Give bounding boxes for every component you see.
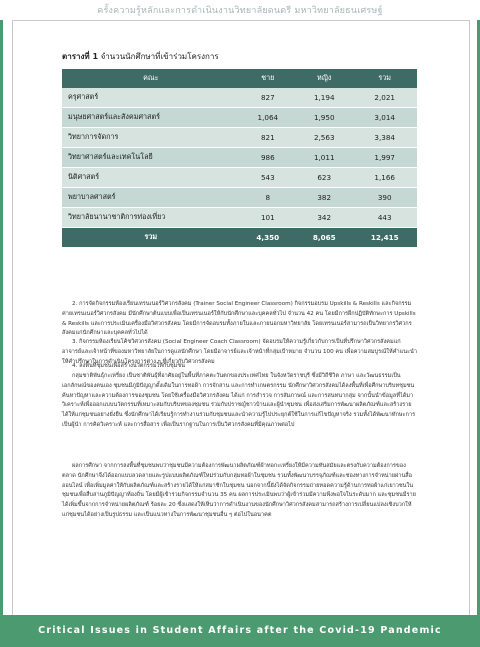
running-header: ครั้งความรู้หลักและการดำเนินงานวิทยาลัยดนตรี มหาวิทยาลัยธนเศรษฐ์: [97, 6, 383, 16]
cell-male: 1,064: [240, 108, 296, 128]
table-row: [62, 208, 417, 228]
total-male: 4,350: [240, 228, 296, 248]
header-female: หญิง: [296, 69, 352, 88]
footer-band: [0, 615, 480, 647]
table-row: [62, 108, 417, 128]
total-all: 12,415: [352, 228, 417, 248]
cell-male: 543: [240, 168, 296, 188]
paragraph-coach-classroom: 3. กิจกรรมห้องเรียนโค้ชวิศวกรสังคม (Social Engineer Coach Classroom) จัดอบรมให้ความรู้เกี่ยวกับการเป็นที่ปรึกษาวิศวกรสังคมแก่อาจารย์และเจ้าหน้าที่ของมหาวิทยาลัยในการดูแลนักศึกษา โดยมีอาจารย์และเจ้าหน้าที่กลุ่มเป้าหมาย จำนวน 100 คน เพื่อความสมบูรณ์ให้คำแนะนำ ให้คำปรึกษาในการดำเนินโครงการต่าง ๆ ที่เกี่ยวกับวิศวกรสังคม: [62, 339, 417, 365]
header-male: ชาย: [240, 69, 296, 88]
paragraph-community-heading: 4. ลงพื้นที่ชุมชนเพื่อสร้างนวัตกรรมให้กับชุมชน: [72, 363, 185, 369]
cell-male: 827: [240, 88, 296, 108]
cell-total: 390: [352, 188, 417, 208]
cell-female: 1,194: [296, 88, 352, 108]
cell-total: 443: [352, 208, 417, 228]
cell-male: 986: [240, 148, 296, 168]
cell-total: 2,021: [352, 88, 417, 108]
cell-female: 382: [296, 188, 352, 208]
cell-faculty: มนุษยศาสตร์และสังคมศาสตร์: [62, 108, 240, 128]
header-band: [0, 0, 480, 20]
cell-faculty: ครุศาสตร์: [62, 88, 240, 108]
cell-male: 821: [240, 128, 296, 148]
cell-male: 101: [240, 208, 296, 228]
cell-total: 1,997: [352, 148, 417, 168]
table-row: [62, 88, 417, 108]
table-row: [62, 148, 417, 168]
cell-faculty: วิทยาลัยนานาชาติการท่องเที่ยว: [62, 208, 240, 228]
header-total: รวม: [352, 69, 417, 88]
header-faculty: คณะ: [62, 69, 240, 88]
cell-faculty: วิทยาศาสตร์และเทคโนโลยี: [62, 148, 240, 168]
cell-faculty: พยาบาลศาสตร์: [62, 188, 240, 208]
paragraph-community-context: กลุ่มชาติพันธุ์กะเหรี่ยง เป็นชาติพันธุ์ที่อาศัยอยู่ในพื้นที่ภาคตะวันตกของประเทศไทย ในจังหวัดราชบุรี ซึ่งมีวิถีชีวิต ภาษา และวัฒนธรรมเป็นเอกลักษณ์ของตนเอง ชุมชนมีภูมิปัญญาดั้งเดิมในการทอผ้า การจักสาน และการทำเกษตรกรรม นักศึกษาวิศวกรสังคมได้ลงพื้นที่เพื่อศึกษาบริบทชุมชน ค้นหาปัญหาและความต้องการของชุมชน โดยใช้เครื่องมือวิศวกรสังคม ได้แก่ การสำรวจ การสัมภาษณ์ และการสนทนากลุ่ม จากนั้นนำข้อมูลที่ได้มาวิเคราะห์เพื่อออกแบบนวัตกรรมที่เหมาะสมกับบริบทของชุมชน ร่วมกับปราชญ์ชาวบ้านและผู้นำชุมชน เพื่อส่งเสริมการพัฒนาผลิตภัณฑ์และสร้างรายได้ให้แก่ชุมชนอย่างยั่งยืน ซึ่งนักศึกษาได้เรียนรู้การทำงานร่วมกับชุมชนและนำความรู้ไปประยุกต์ใช้ในการแก้ไขปัญหาจริง รวมทั้งได้พัฒนาทักษะการเป็นผู้นำ การคิดวิเคราะห์ และการสื่อสาร เพื่อเป็นรากฐานในการเป็นวิศวกรสังคมที่มีคุณภาพต่อไป: [62, 373, 416, 428]
table-caption: [62, 50, 219, 63]
paragraph-results: ผลการศึกษา จากการลงพื้นที่ชุมชนพบว่าชุมชนมีความต้องการพัฒนาผลิตภัณฑ์ผ้าทอกะเหรี่ยงให้มีความทันสมัยและตรงกับความต้องการของตลาด นักศึกษาจึงได้ออกแบบลวดลายและรูปแบบผลิตภัณฑ์ใหม่ร่วมกับกลุ่มทอผ้าในชุมชน รวมทั้งพัฒนาบรรจุภัณฑ์และช่องทางการจำหน่ายผ่านสื่อออนไลน์ เพื่อเพิ่มมูลค่าให้กับผลิตภัณฑ์และสร้างรายได้ให้แก่สมาชิกในชุมชน นอกจากนี้ยังได้จัดกิจกรรมถ่ายทอดความรู้ด้านการทอผ้าแก่เยาวชนในชุมชนเพื่อสืบสานภูมิปัญญาท้องถิ่น โดยมีผู้เข้าร่วมกิจกรรมจำนวน 35 คน ผลการประเมินพบว่าผู้เข้าร่วมมีความพึงพอใจในระดับมาก และชุมชนมีรายได้เพิ่มขึ้นจากการจำหน่ายผลิตภัณฑ์ ร้อยละ 20 ซึ่งแสดงให้เห็นว่าการดำเนินงานของนักศึกษาวิศวกรสังคมสามารถสร้างการเปลี่ยนแปลงเชิงบวกให้แก่ชุมชนได้อย่างเป็นรูปธรรม และเป็นแนวทางในการพัฒนาชุมชนอื่น ๆ ต่อไปในอนาคต: [62, 463, 416, 518]
cell-female: 1,950: [296, 108, 352, 128]
table-total-row: [62, 228, 417, 248]
table-caption-text: จำนวนนักศึกษาที่เข้าร่วมโครงการ: [100, 52, 219, 61]
table-caption-label: ตารางที่ 1: [62, 52, 99, 61]
cell-total: 1,166: [352, 168, 417, 188]
cell-female: 2,563: [296, 128, 352, 148]
table-row: [62, 188, 417, 208]
cell-total: 3,384: [352, 128, 417, 148]
paragraph-trainer-classroom: 2. การจัดกิจกรรมห้องเรียนเทรนเนอร์วิศวกรสังคม (Trainer Social Engineer Classroom) กิจกรรมอบรม Upskills & Reskills และกิจกรรมค่ายเทรนเนอร์วิศวกรสังคม มีนักศึกษาต้นแบบเพื่อเป็นเทรนเนอร์ให้กับนักศึกษาและบุคคลทั่วไป จำนวน 42 คน โดยมีการฝึกปฏิบัติทักษะการ Upskills & Reskills และการประเมินเครื่องมือวิศวกรสังคม โดยมีการจัดอบรมทั้งภายในและภายนอกมหาวิทยาลัย โดยเทรนเนอร์สามารถเป็นวิทยากรวิศวกรสังคมแก่นักศึกษาและบุคคลทั่วไปได้: [62, 301, 416, 337]
total-label: รวม: [62, 228, 240, 248]
total-female: 8,065: [296, 228, 352, 248]
students-table: [62, 69, 417, 247]
left-page-edge: [0, 0, 3, 615]
footer-title: Critical Issues in Student Affairs after the Covid-19 Pandemic: [38, 625, 442, 636]
cell-female: 342: [296, 208, 352, 228]
cell-total: 3,014: [352, 108, 417, 128]
cell-female: 623: [296, 168, 352, 188]
cell-female: 1,011: [296, 148, 352, 168]
table-header-row: [62, 69, 417, 88]
cell-faculty: นิติศาสตร์: [62, 168, 240, 188]
table-row: [62, 128, 417, 148]
cell-faculty: วิทยาการจัดการ: [62, 128, 240, 148]
table-row: [62, 168, 417, 188]
cell-male: 8: [240, 188, 296, 208]
